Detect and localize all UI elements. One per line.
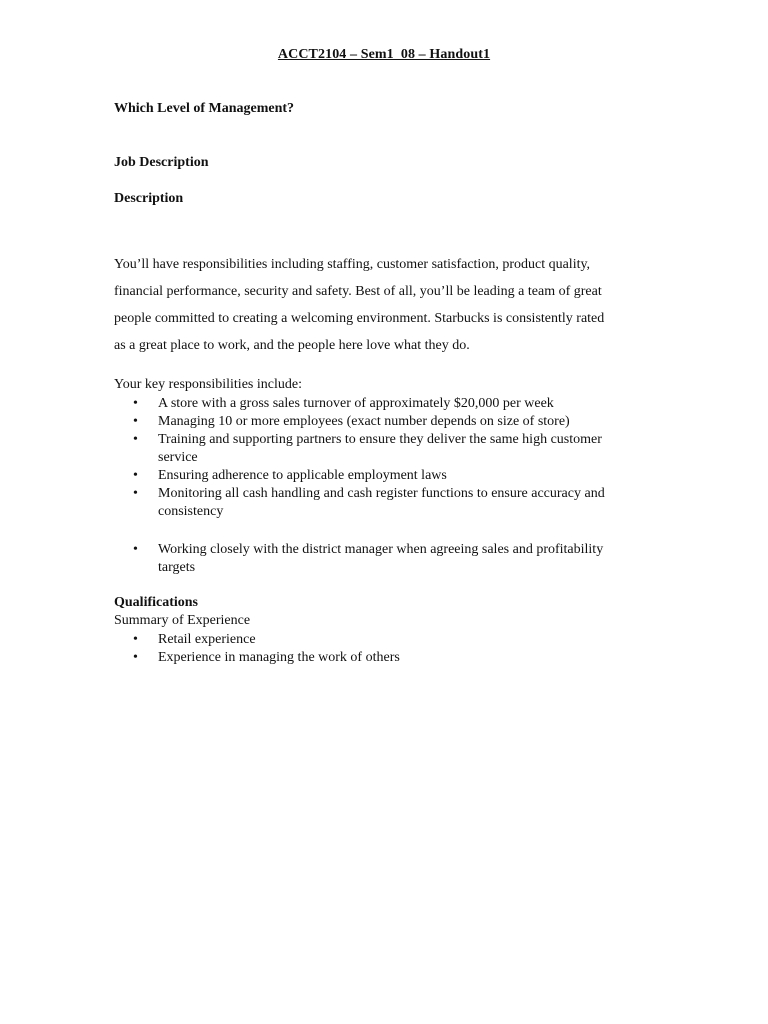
list-item — [114, 467, 658, 485]
description-paragraph — [114, 251, 654, 359]
bullet-icon: • — [133, 414, 138, 429]
question-heading: Which Level of Management? — [114, 101, 295, 116]
list-item — [114, 649, 658, 667]
responsibilities-intro: Your key responsibilities include: — [114, 377, 302, 392]
document-header: ACCT2104 – Sem1_08 – Handout1 — [277, 47, 491, 62]
list-item-text: Ensuring adherence to applicable employment laws — [158, 468, 447, 483]
list-item — [114, 431, 658, 467]
bullet-icon: • — [133, 486, 138, 501]
paragraph-line: people committed to creating a welcoming environment. Starbucks is consistently rated — [114, 311, 605, 326]
bullet-icon: • — [133, 396, 138, 411]
paragraph-line: You’ll have responsibilities including staffing, customer satisfaction, product quality, — [114, 257, 591, 272]
list-item — [114, 541, 658, 577]
responsibilities-list — [114, 395, 674, 521]
experience-list — [114, 631, 674, 667]
job-description-heading: Job Description — [114, 155, 209, 170]
list-item — [114, 485, 658, 521]
list-item-text: Monitoring all cash handling and cash register functions to ensure accuracy and — [158, 486, 605, 501]
list-item — [114, 395, 658, 413]
bullet-icon: • — [133, 468, 138, 483]
list-item-text: Working closely with the district manager when agreeing sales and profitability — [158, 542, 604, 557]
list-item-text: Managing 10 or more employees (exact number depends on size of store) — [158, 414, 570, 429]
description-heading: Description — [114, 191, 184, 206]
qualifications-heading: Qualifications — [114, 595, 199, 610]
list-item-text: Training and supporting partners to ensure they deliver the same high customer — [158, 432, 602, 447]
responsibilities-list-continued — [114, 541, 674, 577]
list-item-continuation: targets — [158, 560, 196, 575]
paragraph-line: as a great place to work, and the people here love what they do. — [114, 338, 470, 353]
bullet-icon: • — [133, 432, 138, 447]
bullet-icon: • — [133, 542, 138, 557]
list-item — [114, 631, 658, 649]
summary-heading: Summary of Experience — [114, 613, 251, 628]
list-item-continuation: service — [158, 450, 198, 465]
list-item-text: A store with a gross sales turnover of approximately $20,000 per week — [158, 396, 554, 411]
list-item-text: Retail experience — [158, 632, 256, 647]
list-item-text: Experience in managing the work of others — [158, 650, 400, 665]
bullet-icon: • — [133, 650, 138, 665]
bullet-icon: • — [133, 632, 138, 647]
paragraph-line: financial performance, security and safety. Best of all, you’ll be leading a team of great — [114, 284, 602, 299]
list-item-continuation: consistency — [158, 504, 224, 519]
list-item — [114, 413, 658, 431]
